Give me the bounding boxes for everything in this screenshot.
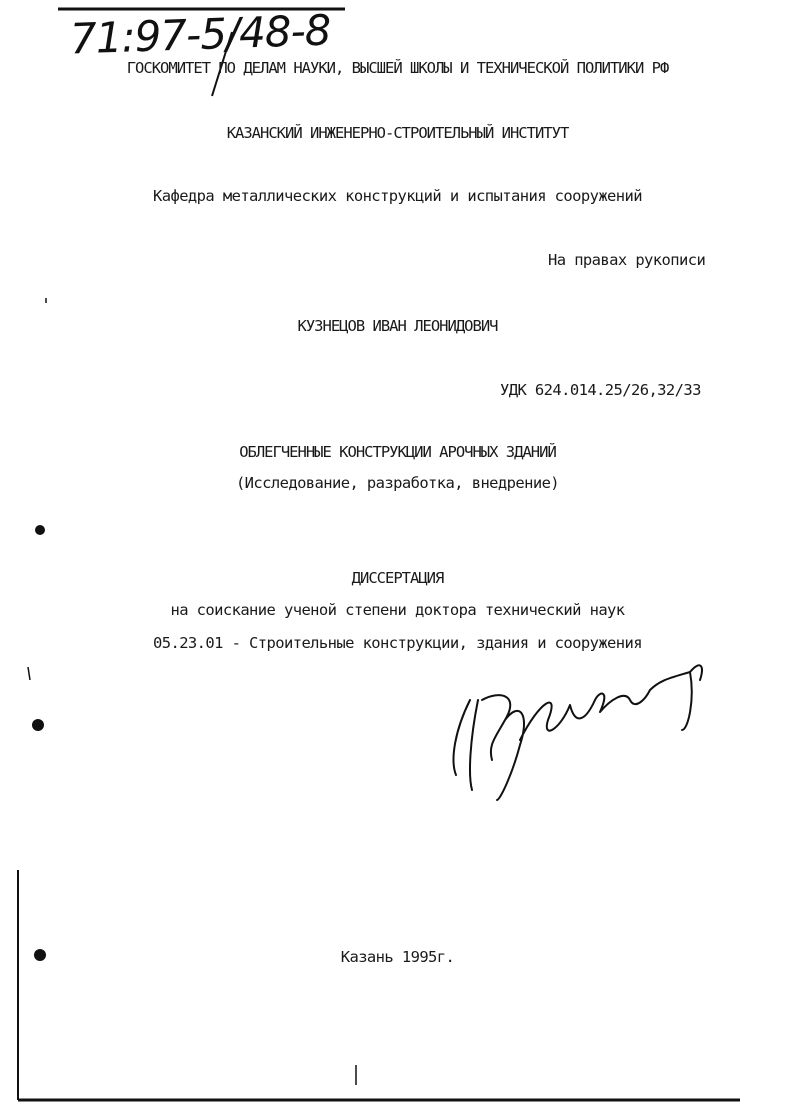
archive-number: 71:97-5/48-8 — [69, 5, 332, 64]
department-name: Кафедра металлических конструкций и испытания сооружений — [153, 187, 642, 205]
committee-name: ГОСКОМИТЕТ ПО ДЕЛАМ НАУКИ, ВЫСШЕЙ ШКОЛЫ И ТЕХНИЧЕСКОЙ ПОЛИТИКИ РФ — [126, 59, 669, 77]
dissertation-subtitle: (Исследование, разработка, внедрение) — [235, 474, 560, 492]
specialty-line: 05.23.01 - Строительные конструкции, здания и сооружения — [153, 634, 642, 652]
udc-code: УДК 624.014.25/26,32/33 — [500, 381, 701, 399]
author-name: КУЗНЕЦОВ ИВАН ЛЕОНИДОВИЧ — [297, 317, 498, 335]
manuscript-note: На правах рукописи — [548, 251, 706, 269]
city-year: Казань 1995г. — [340, 948, 455, 966]
institute-name: КАЗАНСКИЙ ИНЖЕНЕРНО-СТРОИТЕЛЬНЫЙ ИНСТИТУТ — [226, 124, 569, 142]
dissertation-title: ОБЛЕГЧЕННЫЕ КОНСТРУКЦИИ АРОЧНЫХ ЗДАНИЙ — [239, 443, 556, 461]
dissertation-label: ДИССЕРТАЦИЯ — [351, 569, 444, 587]
degree-line: на соискание ученой степени доктора технический наук — [170, 601, 625, 619]
